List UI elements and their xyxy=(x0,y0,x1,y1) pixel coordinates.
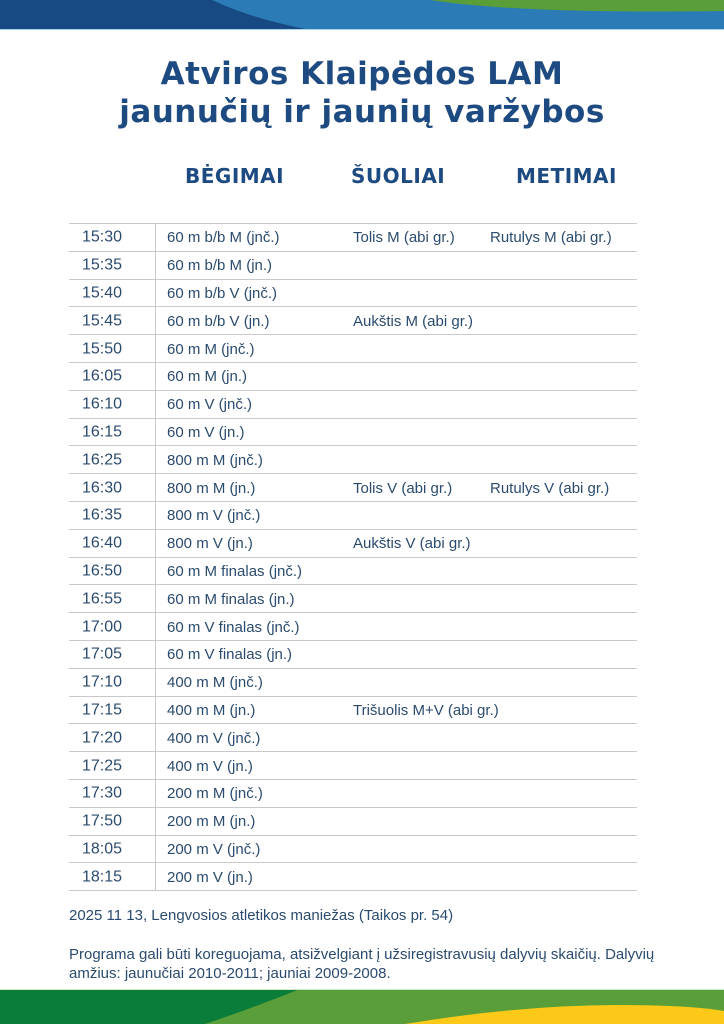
schedule-row xyxy=(69,306,637,334)
schedule-row xyxy=(69,612,637,640)
time-cell: 16:35 xyxy=(82,507,123,525)
time-cell: 17:30 xyxy=(82,785,123,803)
title-line-1: Atviros Klaipėdos LAM xyxy=(160,56,564,92)
time-cell: 17:10 xyxy=(82,673,123,691)
time-cell: 15:35 xyxy=(82,256,123,274)
time-cell: 16:05 xyxy=(82,368,123,386)
time-cell: 15:40 xyxy=(82,284,123,302)
running-event-cell: 800 m M (jnč.) xyxy=(167,451,263,469)
jumps-event-cell: Aukštis V (abi gr.) xyxy=(353,535,471,553)
schedule-row xyxy=(69,696,637,724)
schedule-row xyxy=(69,668,637,696)
running-event-cell: 60 m M finalas (jnč.) xyxy=(167,563,303,581)
schedule-row xyxy=(69,529,637,557)
time-cell: 15:45 xyxy=(82,312,123,330)
time-cell: 17:15 xyxy=(82,701,123,719)
schedule-row xyxy=(69,640,637,668)
running-event-cell: 60 m b/b M (jnč.) xyxy=(167,229,280,247)
schedule-row xyxy=(69,445,637,473)
jumps-event-cell: Tolis V (abi gr.) xyxy=(353,479,453,497)
schedule-row xyxy=(69,362,637,390)
schedule-row xyxy=(69,723,637,751)
running-event-cell: 60 m M (jn.) xyxy=(167,368,248,386)
time-cell: 15:30 xyxy=(82,229,123,247)
schedule-row xyxy=(69,418,637,446)
running-event-cell: 60 m V finalas (jn.) xyxy=(167,646,293,664)
schedule-row xyxy=(69,862,637,891)
running-event-cell: 800 m V (jnč.) xyxy=(167,507,261,525)
running-event-cell: 400 m V (jn.) xyxy=(167,757,253,775)
schedule-row xyxy=(69,473,637,501)
running-event-cell: 200 m V (jnč.) xyxy=(167,841,261,859)
schedule-row xyxy=(69,779,637,807)
schedule-row xyxy=(69,751,637,779)
column-header-jumps: ŠUOLIAI xyxy=(351,164,446,188)
running-event-cell: 400 m M (jn.) xyxy=(167,702,256,720)
running-event-cell: 60 m V (jn.) xyxy=(167,424,245,442)
jumps-event-cell: Aukštis M (abi gr.) xyxy=(353,312,474,330)
event-date-location: 2025 11 13, Lengvosios atletikos maniežas (Taikos pr. 54) xyxy=(69,907,454,924)
running-event-cell: 400 m M (jnč.) xyxy=(167,674,263,692)
time-cell: 18:05 xyxy=(82,840,123,858)
jumps-event-cell: Tolis M (abi gr.) xyxy=(353,229,455,247)
time-cell: 17:05 xyxy=(82,646,123,664)
time-cell: 16:50 xyxy=(82,562,123,580)
throws-event-cell: Rutulys V (abi gr.) xyxy=(490,479,610,497)
schedule-row xyxy=(69,251,637,279)
running-event-cell: 60 m V (jnč.) xyxy=(167,396,253,414)
time-cell: 17:50 xyxy=(82,812,123,830)
time-cell: 17:00 xyxy=(82,618,123,636)
time-cell: 16:40 xyxy=(82,534,123,552)
column-header-running: BĖGIMAI xyxy=(185,164,285,188)
schedule-row xyxy=(69,557,637,585)
time-cell: 16:25 xyxy=(82,451,123,469)
running-event-cell: 400 m V (jnč.) xyxy=(167,729,261,747)
schedule-row xyxy=(69,334,637,362)
schedule-row xyxy=(69,501,637,529)
column-header-throws: METIMAI xyxy=(516,164,617,188)
schedule-row xyxy=(69,807,637,835)
time-cell: 16:10 xyxy=(82,395,123,413)
schedule-row xyxy=(69,835,637,863)
time-cell: 15:50 xyxy=(82,340,123,358)
running-event-cell: 800 m V (jn.) xyxy=(167,535,253,553)
running-event-cell: 200 m M (jnč.) xyxy=(167,785,263,803)
title-line-2: jaunučių ir jaunių varžybos xyxy=(119,94,605,130)
schedule-row xyxy=(69,279,637,307)
time-cell: 18:15 xyxy=(82,868,123,886)
running-event-cell: 60 m M (jnč.) xyxy=(167,340,255,358)
column-headers xyxy=(0,164,724,192)
time-cell: 17:25 xyxy=(82,757,123,775)
program-note: Programa gali būti koreguojama, atsižvelgiant į užsiregistravusių dalyvių skaičių. Dalyvių amžius: jaunučiai 2010-2011; jauniai 2009-2008. xyxy=(69,946,655,982)
top-decorative-band xyxy=(0,0,724,30)
time-cell: 16:15 xyxy=(82,423,123,441)
running-event-cell: 200 m M (jn.) xyxy=(167,813,256,831)
time-cell: 16:30 xyxy=(82,479,123,497)
running-event-cell: 800 m M (jn.) xyxy=(167,479,256,497)
throws-event-cell: Rutulys M (abi gr.) xyxy=(490,229,612,247)
running-event-cell: 60 m V finalas (jnč.) xyxy=(167,618,300,636)
page-title xyxy=(0,55,724,131)
running-event-cell: 60 m b/b V (jnč.) xyxy=(167,285,278,303)
schedule-row xyxy=(69,223,637,251)
running-event-cell: 60 m M finalas (jn.) xyxy=(167,590,295,608)
schedule-table xyxy=(69,223,637,891)
time-cell: 16:55 xyxy=(82,590,123,608)
time-cell: 17:20 xyxy=(82,729,123,747)
schedule-row xyxy=(69,390,637,418)
jumps-event-cell: Trišuolis M+V (abi gr.) xyxy=(353,702,499,720)
bottom-decorative-band xyxy=(0,989,724,1024)
running-event-cell: 60 m b/b V (jn.) xyxy=(167,312,270,330)
running-event-cell: 200 m V (jn.) xyxy=(167,868,253,886)
running-event-cell: 60 m b/b M (jn.) xyxy=(167,257,273,275)
schedule-row xyxy=(69,584,637,612)
